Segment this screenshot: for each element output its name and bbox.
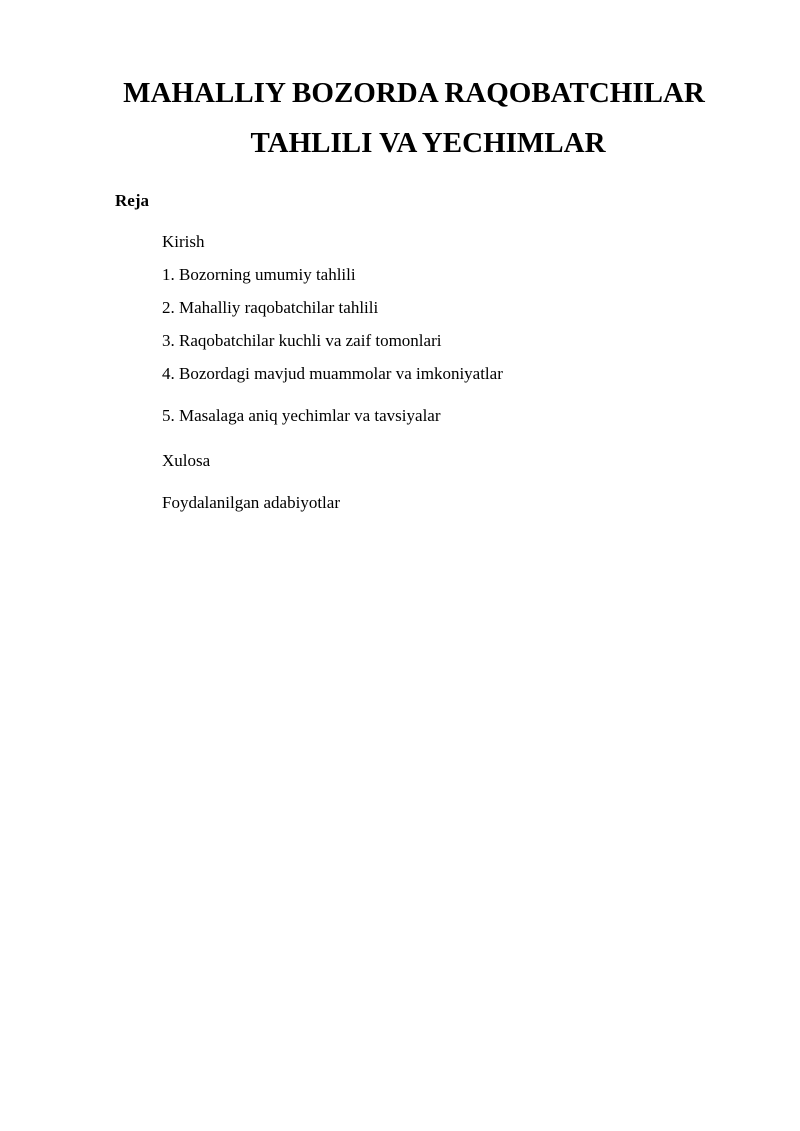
plan-item-5: 5. Masalaga aniq yechimlar va tavsiyalar: [162, 406, 441, 425]
plan-item-1: 1. Bozorning umumiy tahlili: [162, 265, 356, 284]
plan-item-2: 2. Mahalliy raqobatchilar tahlili: [162, 298, 379, 317]
document-title-line-2: TAHLILI VA YECHIMLAR: [250, 127, 606, 159]
document-title-line-1: MAHALLIY BOZORDA RAQOBATCHILAR: [123, 77, 705, 109]
plan-item-references: Foydalanilgan adabiyotlar: [162, 493, 340, 512]
plan-item-3: 3. Raqobatchilar kuchli va zaif tomonlari: [162, 331, 442, 350]
plan-item-4: 4. Bozordagi mavjud muammolar va imkoniyatlar: [162, 364, 503, 383]
plan-item-conclusion: Xulosa: [162, 451, 211, 470]
plan-heading: Reja: [115, 191, 149, 210]
plan-item-intro: Kirish: [162, 232, 205, 251]
